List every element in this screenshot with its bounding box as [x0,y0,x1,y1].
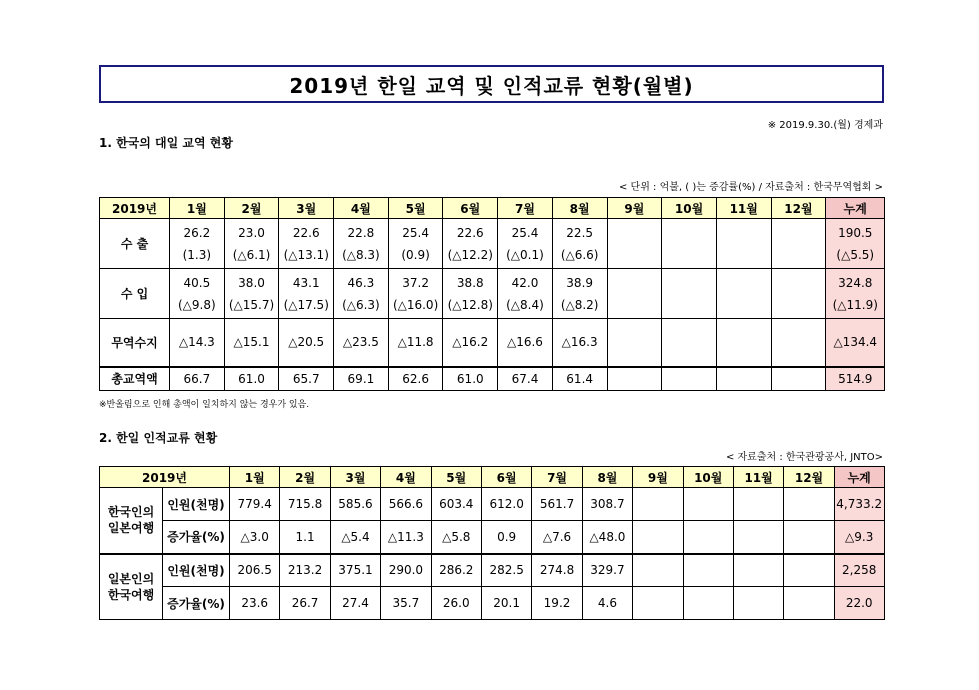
table-cell [633,587,683,620]
table-cell [771,219,826,269]
cell-value: △14.3 [178,335,215,350]
table-cell [633,521,683,554]
cell-value: 42.0 [511,275,539,290]
table-cell [662,319,717,367]
month-header: 10월 [683,467,733,488]
cell-rate: (△9.8) [178,297,216,312]
cell-rate: (△8.4) [506,297,544,312]
total-cell: 22.0 [834,587,884,620]
row-label: 총교역액 [100,367,170,391]
cell-value: 37.2 [402,275,429,290]
total-cell [826,367,885,391]
cell-value: △20.5 [288,335,325,350]
cell-value: △15.1 [233,335,270,350]
cell-value: 22.5 [566,225,594,240]
group-label: 한국인의 일본여행 [100,488,163,554]
metric-label: 증가율(%) [163,587,230,620]
table-cell [552,319,607,367]
month-header: 6월 [481,467,531,488]
table-cell [498,219,553,269]
metric-label: 인원(천명) [163,488,230,521]
table-cell: 0.9 [481,521,531,554]
table-cell: 23.6 [230,587,280,620]
table-cell [279,219,334,269]
table-cell: 308.7 [582,488,632,521]
metric-label: 인원(천명) [163,554,230,587]
month-header: 7월 [532,467,582,488]
exchange-row [100,488,885,521]
month-header: 9월 [633,467,683,488]
total-value: 514.9 [838,371,873,386]
table-cell [552,367,607,391]
table-cell [334,367,389,391]
table-cell [388,269,443,319]
cell-value: 40.5 [183,275,211,290]
total-value: △134.4 [833,335,878,350]
table-cell [683,587,733,620]
table-cell: 35.7 [381,587,431,620]
cell-value: 67.4 [511,371,539,386]
table-cell: 274.8 [532,554,582,587]
table-cell [683,521,733,554]
table-cell [552,219,607,269]
table-cell [633,488,683,521]
table-cell [733,521,783,554]
total-cell: △9.3 [834,521,884,554]
total-header: 누계 [826,198,885,219]
table-cell: △5.8 [431,521,481,554]
table-cell [224,319,279,367]
table-cell [716,319,771,367]
table-cell: △48.0 [582,521,632,554]
table-cell [279,269,334,319]
table-cell [334,319,389,367]
cell-rate: (0.9) [401,247,430,262]
month-header: 11월 [716,198,771,219]
table-cell [633,554,683,587]
month-header: 6월 [443,198,498,219]
cell-rate: (△0.1) [506,247,544,262]
table-cell: 206.5 [230,554,280,587]
cell-value: 61.0 [456,371,484,386]
table-cell [784,554,834,587]
table-cell [279,319,334,367]
cell-value: 46.3 [347,275,375,290]
cell-value: 22.6 [292,225,320,240]
table-cell [607,367,662,391]
table-cell: 286.2 [431,554,481,587]
cell-value: 43.1 [292,275,320,290]
total-rate: (△5.5) [836,247,875,262]
table-cell [716,269,771,319]
cell-value: 66.7 [183,371,211,386]
cell-value: △11.8 [397,335,434,350]
month-header: 8월 [582,467,632,488]
table-cell: △5.4 [330,521,380,554]
cell-value: △16.3 [561,335,598,350]
table-cell: 585.6 [330,488,380,521]
table-cell [170,367,225,391]
month-header: 12월 [771,198,826,219]
table-cell [224,219,279,269]
total-cell [826,319,885,367]
section2-note: < 자료출처 : 한국관광공사, JNTO> [725,452,883,463]
table-cell: 603.4 [431,488,481,521]
trade-row [100,219,885,269]
cell-value: 23.0 [238,225,265,240]
table-cell [607,219,662,269]
table-cell: 26.7 [280,587,330,620]
row-label: 무역수지 [100,319,170,367]
table-cell [662,367,717,391]
table-cell [388,367,443,391]
row-label: 수 출 [100,219,170,269]
cell-rate: (△8.3) [342,247,380,262]
month-header: 2월 [280,467,330,488]
table-cell [733,554,783,587]
total-cell: 2,258 [834,554,884,587]
date-line: ※ 2019.9.30.(월) 경제과 [767,120,883,131]
cell-rate: (△6.1) [232,247,271,262]
section2-heading: 2. 한일 인적교류 현황 [99,431,218,445]
cell-value: 62.6 [402,371,429,386]
total-cell: 4,733.2 [834,488,884,521]
row-label: 수 입 [100,269,170,319]
trade-header-row [100,198,885,219]
exchange-header-row [100,467,885,488]
table-cell: 20.1 [481,587,531,620]
cell-value: 69.1 [347,371,375,386]
cell-value: △16.6 [506,335,543,350]
trade-row [100,367,885,391]
table-cell [443,367,498,391]
table-cell [170,269,225,319]
table-cell: △7.6 [532,521,582,554]
table-cell [498,319,553,367]
table-cell: 375.1 [330,554,380,587]
trade-row [100,269,885,319]
table-cell [683,554,733,587]
document-title-box [99,65,884,103]
month-header: 11월 [733,467,783,488]
total-cell [826,269,885,319]
table-cell [607,319,662,367]
cell-rate: (△12.8) [447,297,493,312]
total-value: 324.8 [838,275,873,290]
cell-rate: (△6.3) [342,297,380,312]
month-header: 3월 [279,198,334,219]
table-cell: 329.7 [582,554,632,587]
table-cell: 612.0 [481,488,531,521]
cell-value: 65.7 [292,371,320,386]
table-cell [498,367,553,391]
table-cell [784,488,834,521]
trade-table [99,197,885,391]
section1-footnote: ※반올림으로 인해 총액이 일치하지 않는 경우가 있음. [99,400,310,410]
month-header: 1월 [170,198,225,219]
section1-heading: 1. 한국의 대일 교역 현황 [99,136,233,150]
table-cell [334,269,389,319]
exchange-row [100,587,885,620]
cell-value: 25.4 [511,225,539,240]
exchange-table [99,466,885,620]
cell-value: △23.5 [342,335,379,350]
month-header: 8월 [552,198,607,219]
table-cell [388,319,443,367]
table-cell [771,319,826,367]
table-cell: 19.2 [532,587,582,620]
month-header: 1월 [230,467,280,488]
month-header: 4월 [334,198,389,219]
table-cell: 561.7 [532,488,582,521]
cell-rate: (△12.2) [447,247,493,262]
table-cell [683,488,733,521]
table-cell [170,219,225,269]
table-cell [443,219,498,269]
table-cell: 566.6 [381,488,431,521]
cell-value: △16.2 [452,335,489,350]
month-header: 4월 [381,467,431,488]
cell-value: 38.9 [566,275,594,290]
metric-label: 증가율(%) [163,521,230,554]
exchange-row [100,554,885,587]
cell-value: 25.4 [402,225,429,240]
cell-rate: (1.3) [182,247,212,262]
month-header: 9월 [607,198,662,219]
table-cell [443,319,498,367]
table-cell [607,269,662,319]
cell-value: 22.8 [347,225,375,240]
table-cell [498,269,553,319]
total-cell [826,219,885,269]
corner-year: 2019년 [100,467,230,488]
exchange-row [100,521,885,554]
table-cell: 4.6 [582,587,632,620]
cell-rate: (△8.2) [560,297,599,312]
table-cell: 1.1 [280,521,330,554]
month-header: 5월 [431,467,481,488]
total-rate: (△11.9) [832,297,878,312]
cell-rate: (△6.6) [560,247,599,262]
month-header: 5월 [388,198,443,219]
table-cell [279,367,334,391]
table-cell [552,269,607,319]
cell-rate: (△13.1) [283,247,329,262]
total-value: 190.5 [838,225,873,240]
cell-value: 38.0 [238,275,265,290]
table-cell: △11.3 [381,521,431,554]
table-cell [771,269,826,319]
table-cell [733,488,783,521]
table-cell [170,319,225,367]
table-cell [771,367,826,391]
month-header: 10월 [662,198,717,219]
document-title: 2019년 한일 교역 및 인적교류 현황(월별) [289,73,694,98]
table-cell [388,219,443,269]
table-cell [784,587,834,620]
table-cell [443,269,498,319]
table-cell: 213.2 [280,554,330,587]
month-header: 2월 [224,198,279,219]
month-header: 3월 [330,467,380,488]
table-cell [784,521,834,554]
cell-value: 38.8 [456,275,484,290]
table-cell [334,219,389,269]
group-label: 일본인의 한국여행 [100,554,163,620]
table-cell: 282.5 [481,554,531,587]
table-cell [662,219,717,269]
table-cell: 290.0 [381,554,431,587]
section1-note: < 단위 : 억불, ( )는 증감률(%) / 자료출처 : 한국무역협회 > [619,182,883,193]
table-cell [662,269,717,319]
table-cell [733,587,783,620]
cell-rate: (△15.7) [228,297,275,312]
table-cell: △3.0 [230,521,280,554]
table-cell: 715.8 [280,488,330,521]
cell-value: 61.0 [238,371,265,386]
cell-rate: (△17.5) [283,297,329,312]
trade-row [100,319,885,367]
table-cell: 26.0 [431,587,481,620]
corner-year: 2019년 [100,198,170,219]
table-cell [224,367,279,391]
month-header: 12월 [784,467,834,488]
table-cell: 27.4 [330,587,380,620]
table-cell [716,367,771,391]
cell-value: 61.4 [566,371,594,386]
table-cell: 779.4 [230,488,280,521]
cell-value: 26.2 [183,225,211,240]
cell-value: 22.6 [456,225,484,240]
table-cell [716,219,771,269]
total-header: 누계 [834,467,884,488]
table-cell [224,269,279,319]
month-header: 7월 [498,198,553,219]
cell-rate: (△16.0) [392,297,439,312]
